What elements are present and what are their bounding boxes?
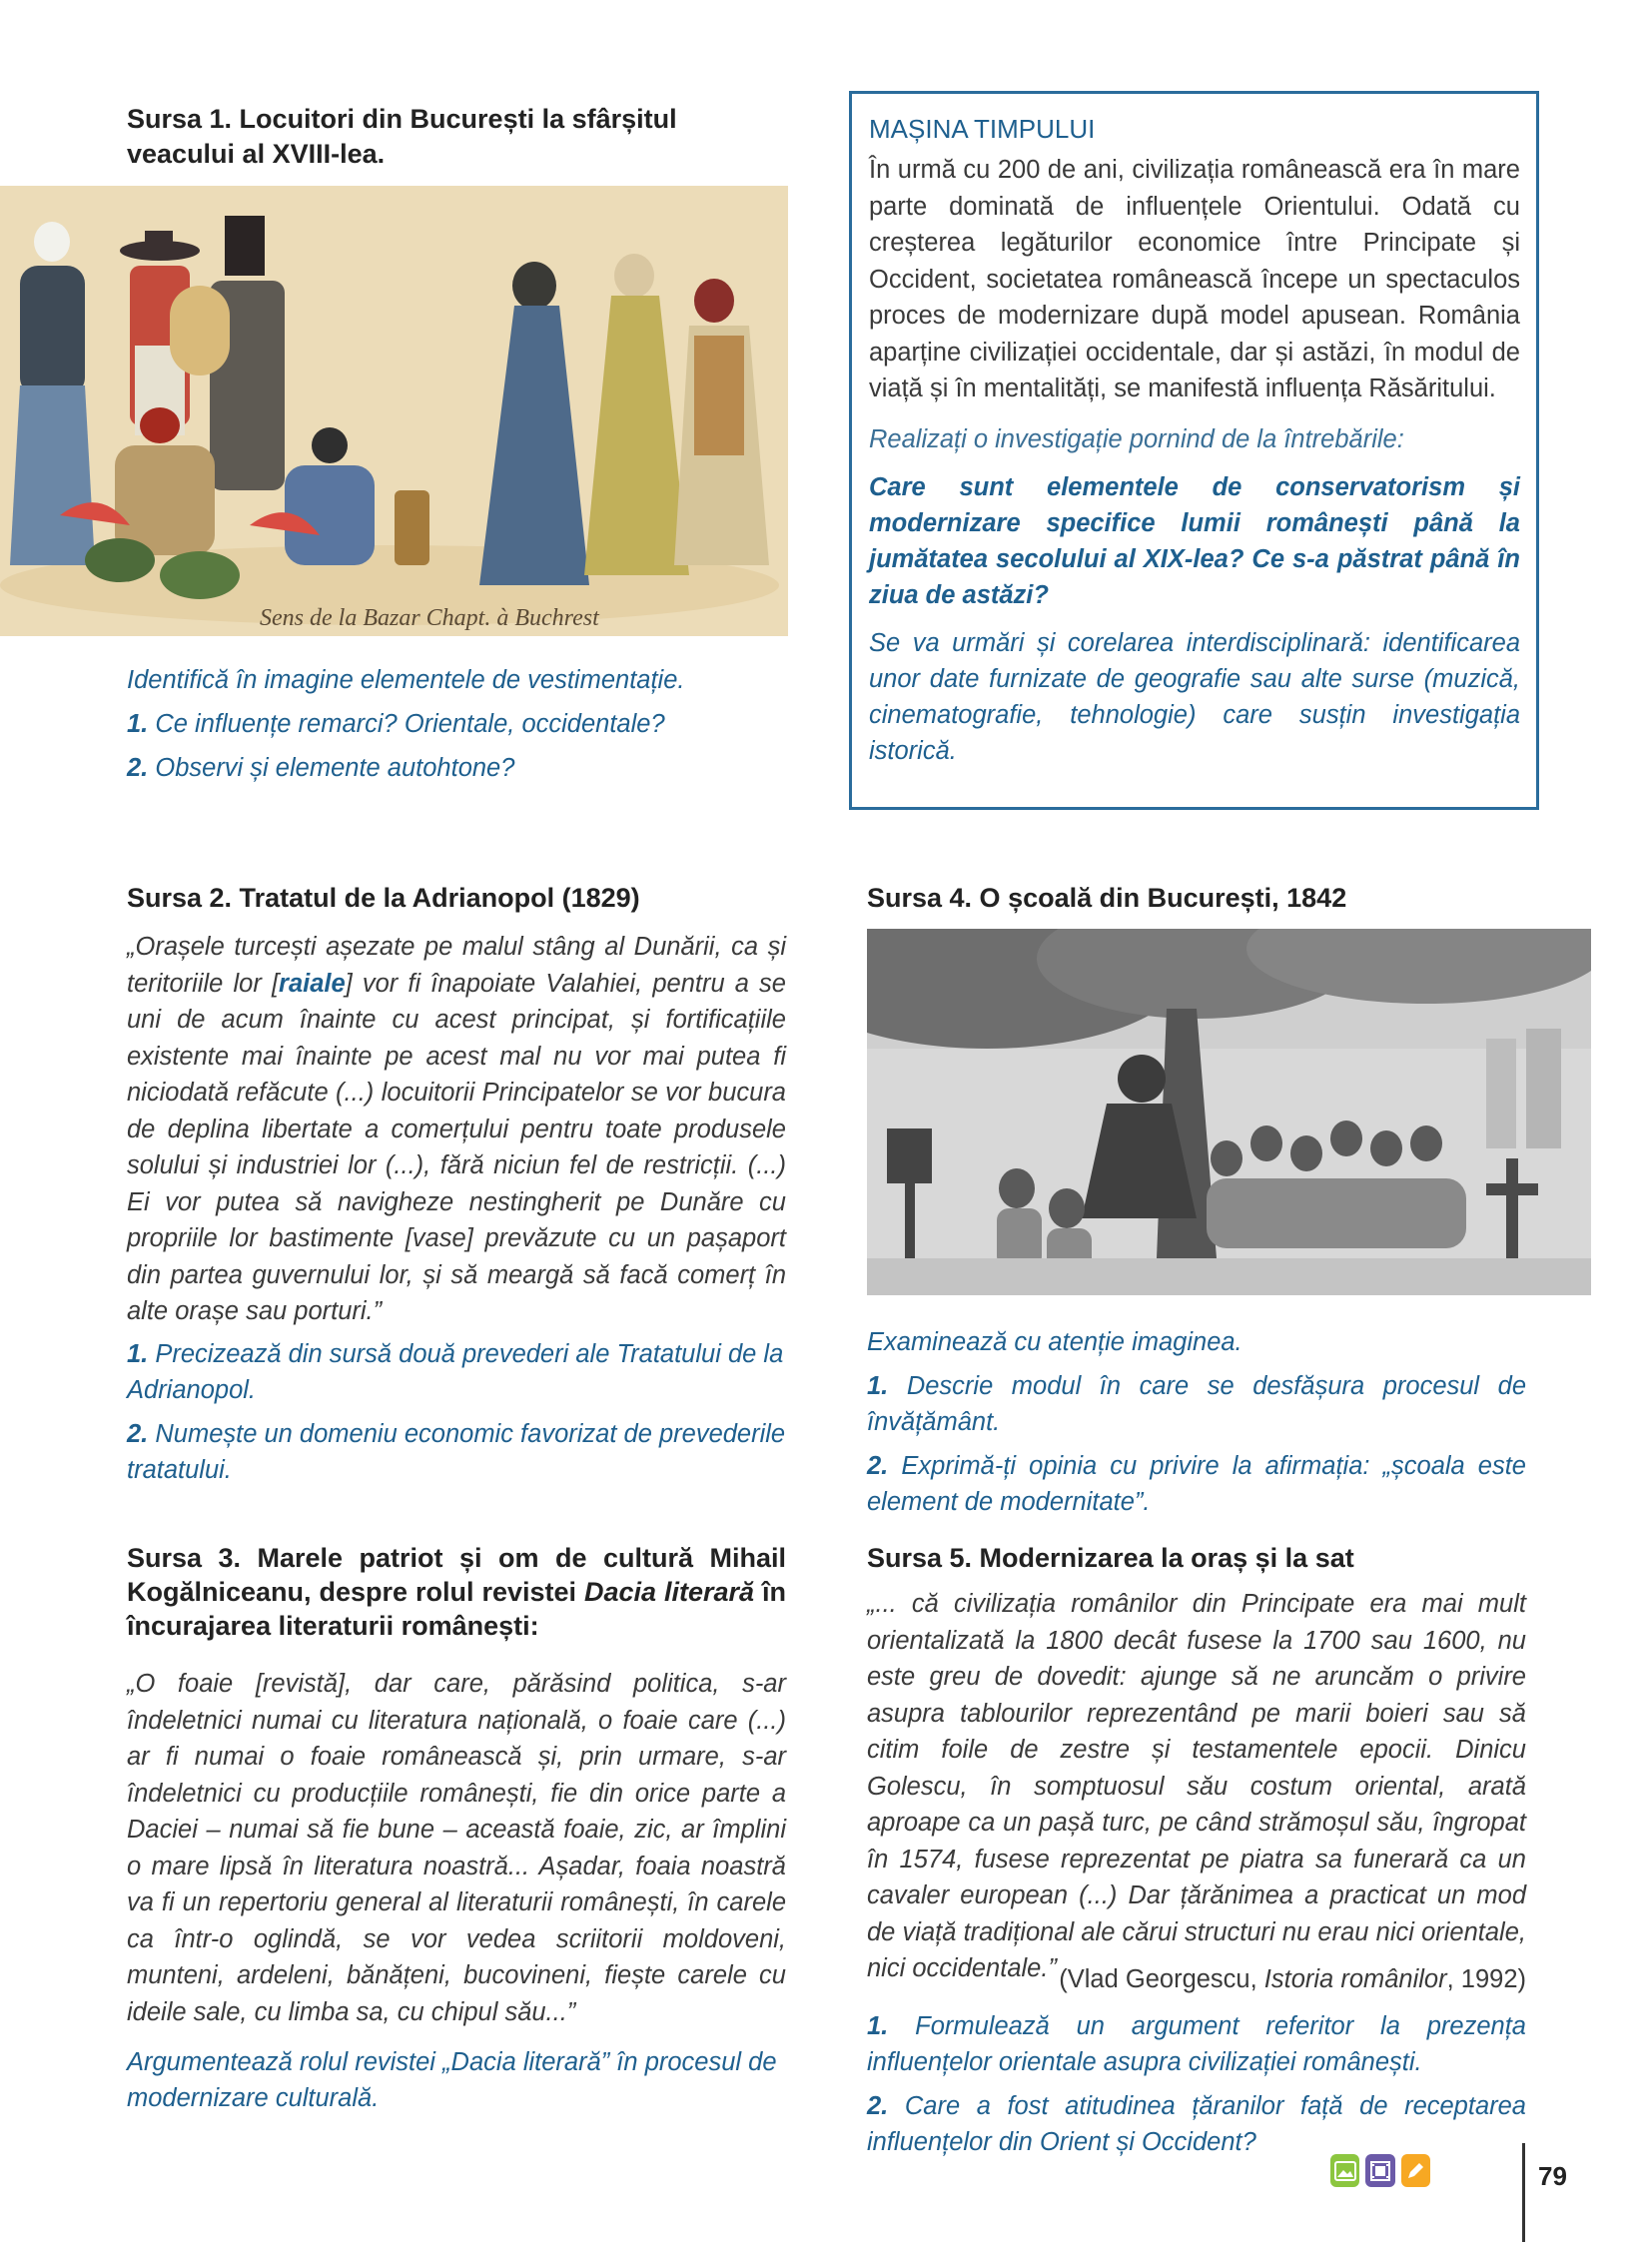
image-icon[interactable] bbox=[1330, 2154, 1359, 2187]
time-machine-heading: MAȘINA TIMPULUI bbox=[869, 114, 1096, 144]
source4-question-2: 2. Exprimă-ți opinia cu privire la afirmația: „școala este element de modernitate”. bbox=[867, 1452, 1526, 1516]
source5-question-1: 1. Formulează un argument referitor la prezența influențelor orientale asupra civilizației românești. bbox=[867, 2012, 1526, 2076]
source1-question-1: 1. Ce influențe remarci? Orientale, occidentale? bbox=[127, 710, 665, 738]
bucharest-school-illustration bbox=[867, 929, 1591, 1295]
source2-title: Sursa 2. Tratatul de la Adrianopol (1829) bbox=[127, 883, 640, 913]
bucharest-inhabitants-illustration bbox=[0, 186, 788, 636]
source2-quote: „Orașele turcești așezate pe malul stâng al Dunării, ca și teritoriile lor [raiale] vor fi înapoiate Valahiei, pentru a se uni de acum înainte cu acest principat, și fortificațiile existente mai înainte pe acest mal nu vor mai putea fi niciodată refăcute (...) locuitorii Principatelor se vor bucura de deplina libertate a comerțului pentru toate produsele solului și industriei lor (...), fără niciun fel de restricții. (...) Ei vor putea să navigheze nestingherit pe Dunăre cu propriile lor bastimente [vase] prevăzute cu un pașaport din partea guvernului lor, și să meargă să facă comerț în alte orașe sau porturi.” bbox=[127, 933, 786, 1325]
source4-question-1: 1. Descrie modul în care se desfășura procesul de învățământ. bbox=[867, 1372, 1526, 1436]
source4-task-intro: Examinează cu atenție imaginea. bbox=[867, 1328, 1242, 1356]
source1-question-2: 2. Observi și elemente autohtone? bbox=[127, 754, 515, 782]
source5-question-2: 2. Care a fost atitudinea țăranilor față de receptarea influențelor din Orient și Occident? bbox=[867, 2092, 1526, 2156]
source1-task-intro: Identifică în imagine elementele de vestimentație. bbox=[127, 666, 685, 694]
source4-title: Sursa 4. O școală din București, 1842 bbox=[867, 883, 1347, 913]
source5-tasks bbox=[867, 2008, 1526, 2160]
page-number: 79 bbox=[1538, 2161, 1567, 2191]
source1-title: Sursa 1. Locuitori din București la sfârșitul veacului al XVIII-lea. bbox=[127, 104, 677, 169]
time-machine-prompt: Realizați o investigație pornind de la întrebările: bbox=[869, 424, 1404, 453]
page-number-divider bbox=[1522, 2143, 1525, 2242]
footer-icons bbox=[1330, 2154, 1430, 2190]
source3-quote: „O foaie [revistă], dar care, părăsind politica, s-ar îndeletnici numai cu literatura națională, o foaie care (...) ar fi numai o foaie românească și, prin urmare, s-ar îndeletnici cu producțiile românești, fie din orice parte a Daciei – numai să fie bune – această foaie, zic, ar împlini o mare lipsă în literatura noastră... Așadar, foaia noastră va fi un repertoriu general al literaturii românești, în carele ca într-o oglindă, se vor vedea scriitorii moldoveni, munteni, ardeleni, bănățeni, bucovineni, fiește carele cu ideile sale, cu limba sa, cu chipul său...” bbox=[127, 1670, 786, 2026]
source1-painting bbox=[0, 186, 788, 636]
time-machine-box bbox=[849, 91, 1539, 810]
source5-quote: „... că civilizația românilor din Principate era mai mult orientalizată la 1800 decât fusese la 1700 sau 1600, nu este greu de dovedit: ajunge să ne aruncăm o privire asupra tablourilor reprezentând pe marii boieri sau să citim foile de zestre și testamentele epocii. Dinicu Golescu, în somptuosul său costum oriental, arată aproape ca un pașă turc, pe când strămoșul său, îngropat în 1574, fusese reprezentat pe piatra sa funerară ca un cavaler european (...) Dar țărănimea a practicat un mod de viață tradițional ale cărui structuri nu erau nici orientale, nici occidentale.” bbox=[867, 1590, 1526, 1982]
source3-task: Argumentează rolul revistei „Dacia literară” în procesul de modernizare culturală. bbox=[127, 2048, 777, 2112]
source4-tasks bbox=[867, 1324, 1526, 1520]
keyword-raiale[interactable]: raiale bbox=[279, 969, 346, 998]
source3-title: Sursa 3. Marele patriot și om de cultură Mihail Kogălniceanu, despre rolul revistei Dacia literară în încurajarea literaturii românești: bbox=[127, 1543, 787, 1641]
source5-title: Sursa 5. Modernizarea la oraș și la sat bbox=[867, 1543, 1354, 1573]
source1-tasks bbox=[127, 662, 766, 786]
film-icon[interactable] bbox=[1365, 2154, 1394, 2187]
time-machine-text: În urmă cu 200 de ani, civilizația românească era în mare parte dominată de influențele Orientului. Odată cu creșterea legăturilor economice între Principate și Occident, societatea românească începe un spectaculos proces de modernizare după model apusean. România aparține civilizației occidentale, dar și astăzi, în modul de viață și în mentalități, se manifestă influența Răsăritului. bbox=[869, 156, 1520, 402]
pencil-icon[interactable] bbox=[1401, 2154, 1430, 2187]
source2-question-1: 1. Precizează din sursă două prevederi ale Tratatului de la Adrianopol. bbox=[127, 1340, 784, 1404]
time-machine-question: Care sunt elementele de conservatorism și modernizare specifice lumii românești până la jumătatea secolului al XIX-lea? Ce s-a păstrat până în ziua de astăzi? bbox=[869, 472, 1520, 609]
time-machine-note: Se va urmări și corelarea interdisciplinară: identificarea unor date furnizate de geografie sau alte surse (muzică, cinematografie, tehnologie) care susțin investigația istorică. bbox=[869, 628, 1520, 765]
source2-question-2: 2. Numește un domeniu economic favorizat de prevederile tratatului. bbox=[127, 1420, 786, 1484]
source5-citation: (Vlad Georgescu, Istoria românilor, 1992) bbox=[1059, 1965, 1526, 1993]
painting-caption: Sens de la Bazar Chapt. à Buchrest bbox=[260, 605, 599, 631]
source4-engraving bbox=[867, 929, 1591, 1295]
source2-tasks bbox=[127, 1336, 786, 1488]
